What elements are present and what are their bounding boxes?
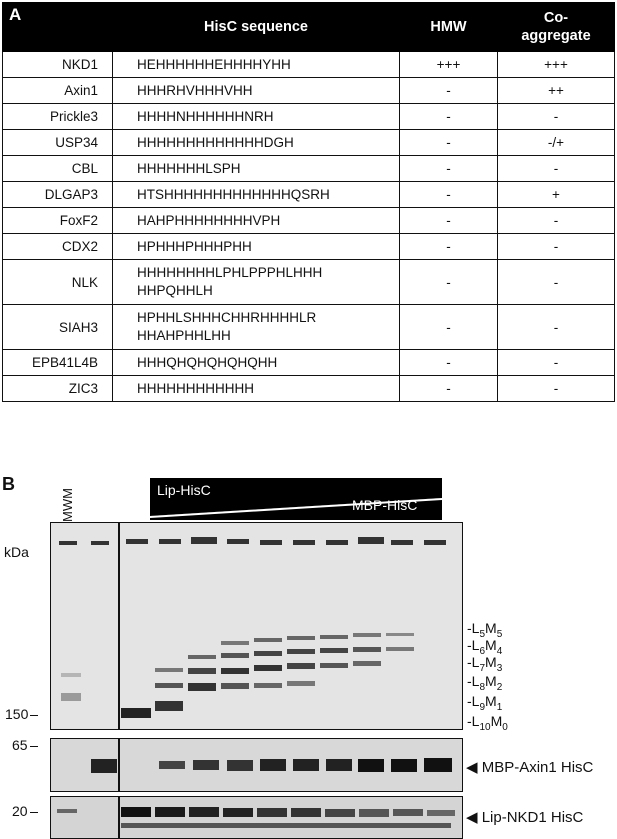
coaggregate-value: - [498,208,615,234]
kda-label: kDa [4,544,29,560]
hmw-value: - [400,208,498,234]
oligomer-band-label: $-L_{10}M_0$ [467,713,508,733]
band-m-index: 3 [496,662,503,674]
coaggregate-value: - [498,376,615,402]
table-row [3,350,615,376]
marker-20 [12,803,38,819]
mwm-label: MWM [60,488,75,522]
lane-divider [118,739,120,791]
hmw-value: - [400,376,498,402]
coaggregate-value: - [498,104,615,130]
hisc-sequence [113,305,400,350]
gene-name: CBL [3,156,113,182]
sequence-line: HHHHHHHHHHHH [137,380,254,396]
panel-b-label: B [2,474,15,494]
hmw-value: - [400,305,498,350]
gel-nkd-image [51,797,461,837]
hmw-value: - [400,78,498,104]
hisc-sequence [113,182,400,208]
band-l: L [471,620,480,636]
gene-name: USP34 [3,130,113,156]
hisc-sequence [113,52,400,78]
band-m: M [490,713,503,729]
gene-name: FoxF2 [3,208,113,234]
lane-divider [118,797,120,838]
sequence-line: HAHPHHHHHHHHVPH [137,212,281,228]
hisc-sequence [113,234,400,260]
hmw-value: - [400,350,498,376]
hmw-value: - [400,130,498,156]
band-l: L [471,654,480,670]
nkd-lane-label: ◀ Lip-NKD1 HisC [466,809,584,826]
hmw-value: - [400,104,498,130]
coaggregate-value: + [498,182,615,208]
coaggregate-value: -/+ [498,130,615,156]
coaggregate-value: - [498,234,615,260]
sequence-line: HHHRHVHHHVHH [137,82,253,98]
coaggregate-value: - [498,260,615,305]
hmw-value: - [400,156,498,182]
band-l: L [471,693,480,709]
sequence-line: HHPQHHLH [137,283,213,298]
table-row [3,156,615,182]
sequence-line: HHAHPHHLHH [137,328,231,343]
oligomer-band-label: $-L_6M_4$ [467,637,503,657]
sequence-line: HHHHHHHHHHHHHDGH [137,134,294,150]
band-m: M [485,654,497,670]
table-row [3,260,615,305]
marker-tick [30,746,38,747]
gene-name: ZIC3 [3,376,113,402]
marker-65-text: 65 [12,737,28,753]
band-m: M [485,637,497,653]
table-row [3,52,615,78]
sequence-line: HPHHLSHHHCHHRHHHHLR [137,310,317,325]
gradient-right-label: MBP-HisC [352,497,418,513]
gene-name: NLK [3,260,113,305]
band-m-index: 2 [496,681,503,693]
band-m: M [485,693,497,709]
marker-150 [5,706,38,722]
table-row [3,104,615,130]
band-m-index: 5 [496,628,503,640]
gene-name: CDX2 [3,234,113,260]
panel-a-label: A [3,3,113,52]
oligomer-band-label: $-L_5M_5$ [467,620,503,640]
hisc-sequence [113,376,400,402]
oligomer-band-label: $-L_9M_1$ [467,693,503,713]
axin-lane-text: MBP-Axin1 HisC [481,759,594,776]
band-l-index: 5 [479,628,486,640]
sequence-line: HHHHHHHLSPH [137,160,241,176]
band-l-index: 7 [479,662,486,674]
sequence-line: HHHHNHHHHHHNRH [137,108,274,124]
band-l: L [471,673,480,689]
header-coaggregate-line1: Co- [543,10,569,26]
hmw-value: - [400,234,498,260]
table-row [3,130,615,156]
gel-main [50,522,463,730]
table-row [3,305,615,350]
band-m-index: 1 [496,701,503,713]
nkd-lane-text: Lip-NKD1 HisC [481,809,584,826]
band-l: L [471,713,480,729]
header-coaggregate [498,3,615,52]
oligomer-band-label: $-L_8M_2$ [467,673,503,693]
marker-65 [12,737,38,753]
band-l-index: 8 [479,681,486,693]
hisc-sequence [113,350,400,376]
sequence-line: HTSHHHHHHHHHHHHHQSRH [137,186,330,202]
header-hisc-sequence: HisC sequence [113,3,400,52]
coaggregate-value: - [498,305,615,350]
gel-axin-image [51,739,461,790]
band-l-index: 10 [479,721,491,733]
header-hmw: HMW [400,3,498,52]
coaggregate-value: - [498,156,615,182]
sequence-line: HHHQHQHQHQHQHH [137,354,278,370]
gene-name: DLGAP3 [3,182,113,208]
hmw-value: - [400,182,498,208]
gene-name: EPB41L4B [3,350,113,376]
band-m: M [485,673,497,689]
gradient-left-label: Lip-HisC [157,482,211,498]
table-row [3,78,615,104]
hmw-value: - [400,260,498,305]
table-row [3,376,615,402]
table-row [3,208,615,234]
gel-main-image [51,523,461,728]
band-m: M [485,620,497,636]
hisc-sequence [113,78,400,104]
marker-tick [30,812,38,813]
marker-150-text: 150 [5,706,29,722]
coaggregate-value: +++ [498,52,615,78]
hisc-sequence [113,104,400,130]
gene-name: SIAH3 [3,305,113,350]
band-m-index: 0 [502,721,508,733]
band-l: L [471,637,480,653]
hisc-sequence [113,208,400,234]
gene-name: NKD1 [3,52,113,78]
hisc-sequence [113,130,400,156]
sequence-line: HEHHHHHHEHHHHYHH [137,56,291,72]
hmw-value: +++ [400,52,498,78]
gene-name: Prickle3 [3,104,113,130]
gene-name: Axin1 [3,78,113,104]
gel-nkd [50,796,463,839]
header-coaggregate-line2: aggregate [521,28,591,44]
oligomer-band-label: $-L_7M_3$ [467,654,503,674]
axin-lane-label: ◀ MBP-Axin1 HisC [466,759,594,776]
table-row [3,182,615,208]
hisc-table [2,2,615,402]
sequence-line: HPHHHPHHHPHH [137,238,252,254]
band-m-index: 4 [496,645,503,657]
coaggregate-value: ++ [498,78,615,104]
gel-axin [50,738,463,792]
coaggregate-value: - [498,350,615,376]
table-header-row [3,3,615,52]
band-l-index: 9 [479,701,486,713]
sequence-line: HHHHHHHHLPHLPPPHLHHH [137,265,323,280]
marker-tick [30,715,38,716]
lane-divider [118,523,120,729]
marker-20-text: 20 [12,803,28,819]
hisc-sequence [113,156,400,182]
hisc-sequence [113,260,400,305]
band-l-index: 6 [479,645,486,657]
table-row [3,234,615,260]
